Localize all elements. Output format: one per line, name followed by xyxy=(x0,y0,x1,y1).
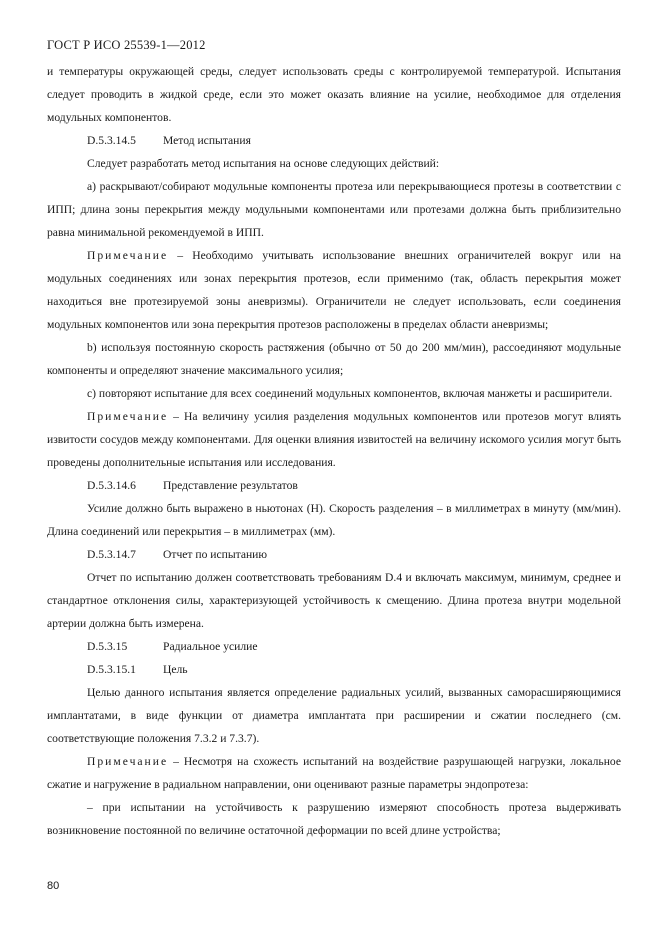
paragraph-results: Усилие должно быть выражено в ньютонах (Н). Скорость разделения – в миллиметрах в минуту (мм/мин). Длина соединений или перекрытия – в миллиметрах (мм). xyxy=(47,502,621,538)
paragraph-continuation: и температуры окружающей среды, следует использовать среды с контролируемой температурой. Испытания следует проводить в жидкой среде, если это может оказать влияние на усилие, необходимое для отделения модульных компонентов. xyxy=(47,65,621,124)
section-heading-15-1 xyxy=(47,658,621,681)
list-item-a: а) раскрывают/собирают модульные компоненты протеза или перекрывающиеся протезы в соответствии с ИПП; длина зоны перекрытия между модульными компонентами или протезами должна быть приблизительно равна минимальной рекомендуемой в ИПП. xyxy=(47,180,621,239)
note-text: – Несмотря на схожесть испытаний на воздействие разрушающей нагрузки, локальное сжатие и нагружение в радиальном направлении, они оценивают разные параметры эндопротеза: xyxy=(47,755,621,791)
note-text: – Необходимо учитывать использование внешних ограничителей вокруг или на модульных соединениях или зонах перекрытия протезов, если применимо (так, область перекрытия может находиться вне протезируемой зоны аневризмы). Ограничители не следует использовать, если соединения модульных компонентов или зона перекрытия протезов расположены в пределах области аневризмы; xyxy=(47,249,621,331)
note-2 xyxy=(47,405,621,474)
section-number: D.5.3.15 xyxy=(87,640,128,653)
note-label: Примечание xyxy=(87,755,169,768)
section-number: D.5.3.14.7 xyxy=(87,548,136,561)
paragraph-method-intro: Следует разработать метод испытания на основе следующих действий: xyxy=(87,157,440,170)
document-body xyxy=(47,60,621,842)
note-1 xyxy=(47,244,621,336)
section-title: Метод испытания xyxy=(163,134,251,147)
note-3 xyxy=(47,750,621,796)
list-item-c: с) повторяют испытание для всех соединений модульных компонентов, включая манжеты и расширители. xyxy=(87,387,613,400)
section-title: Радиальное усилие xyxy=(163,640,258,653)
section-heading-14-7 xyxy=(47,543,621,566)
section-heading-14-5 xyxy=(47,129,621,152)
page-number: 80 xyxy=(47,880,60,892)
section-title: Представление результатов xyxy=(163,479,298,492)
note-label: Примечание xyxy=(87,249,169,262)
section-title: Отчет по испытанию xyxy=(163,548,268,561)
section-number: D.5.3.15.1 xyxy=(87,663,136,676)
dash-item: – при испытании на устойчивость к разрушению измеряют способность протеза выдерживать возникновение постоянной по величине остаточной деформации по всей длине устройства; xyxy=(47,801,621,837)
section-title: Цель xyxy=(163,663,188,676)
paragraph-report: Отчет по испытанию должен соответствовать требованиям D.4 и включать максимум, минимум, среднее и стандартное отклонения силы, характеризующей устойчивость к смещению. Длина протеза внутри модельной артерии должна быть измерена. xyxy=(47,571,621,630)
document-header: ГОСТ Р ИСО 25539-1—2012 xyxy=(47,38,206,52)
note-text: – На величину усилия разделения модульных компонентов или протезов могут влиять извитости сосудов между компонентами. Для оценки влияния извитостей на величину искомого усилия могут быть проведены дополнительные испытания или исследования. xyxy=(47,410,621,469)
section-heading-15 xyxy=(47,635,621,658)
section-heading-14-6 xyxy=(47,474,621,497)
section-number: D.5.3.14.6 xyxy=(87,479,136,492)
note-label: Примечание xyxy=(87,410,169,423)
list-item-b: b) используя постоянную скорость растяжения (обычно от 50 до 200 мм/мин), рассоединяют модульные компоненты и определяют значение максимального усилия; xyxy=(47,341,621,377)
section-number: D.5.3.14.5 xyxy=(87,134,136,147)
paragraph-goal: Целью данного испытания является определение радиальных усилий, вызванных саморасширяющимися имплантатами, в виде функции от диаметра имплантата при расширении и сжатии последнего (см. соответствующие положения 7.3.2 и 7.3.7). xyxy=(47,686,621,745)
